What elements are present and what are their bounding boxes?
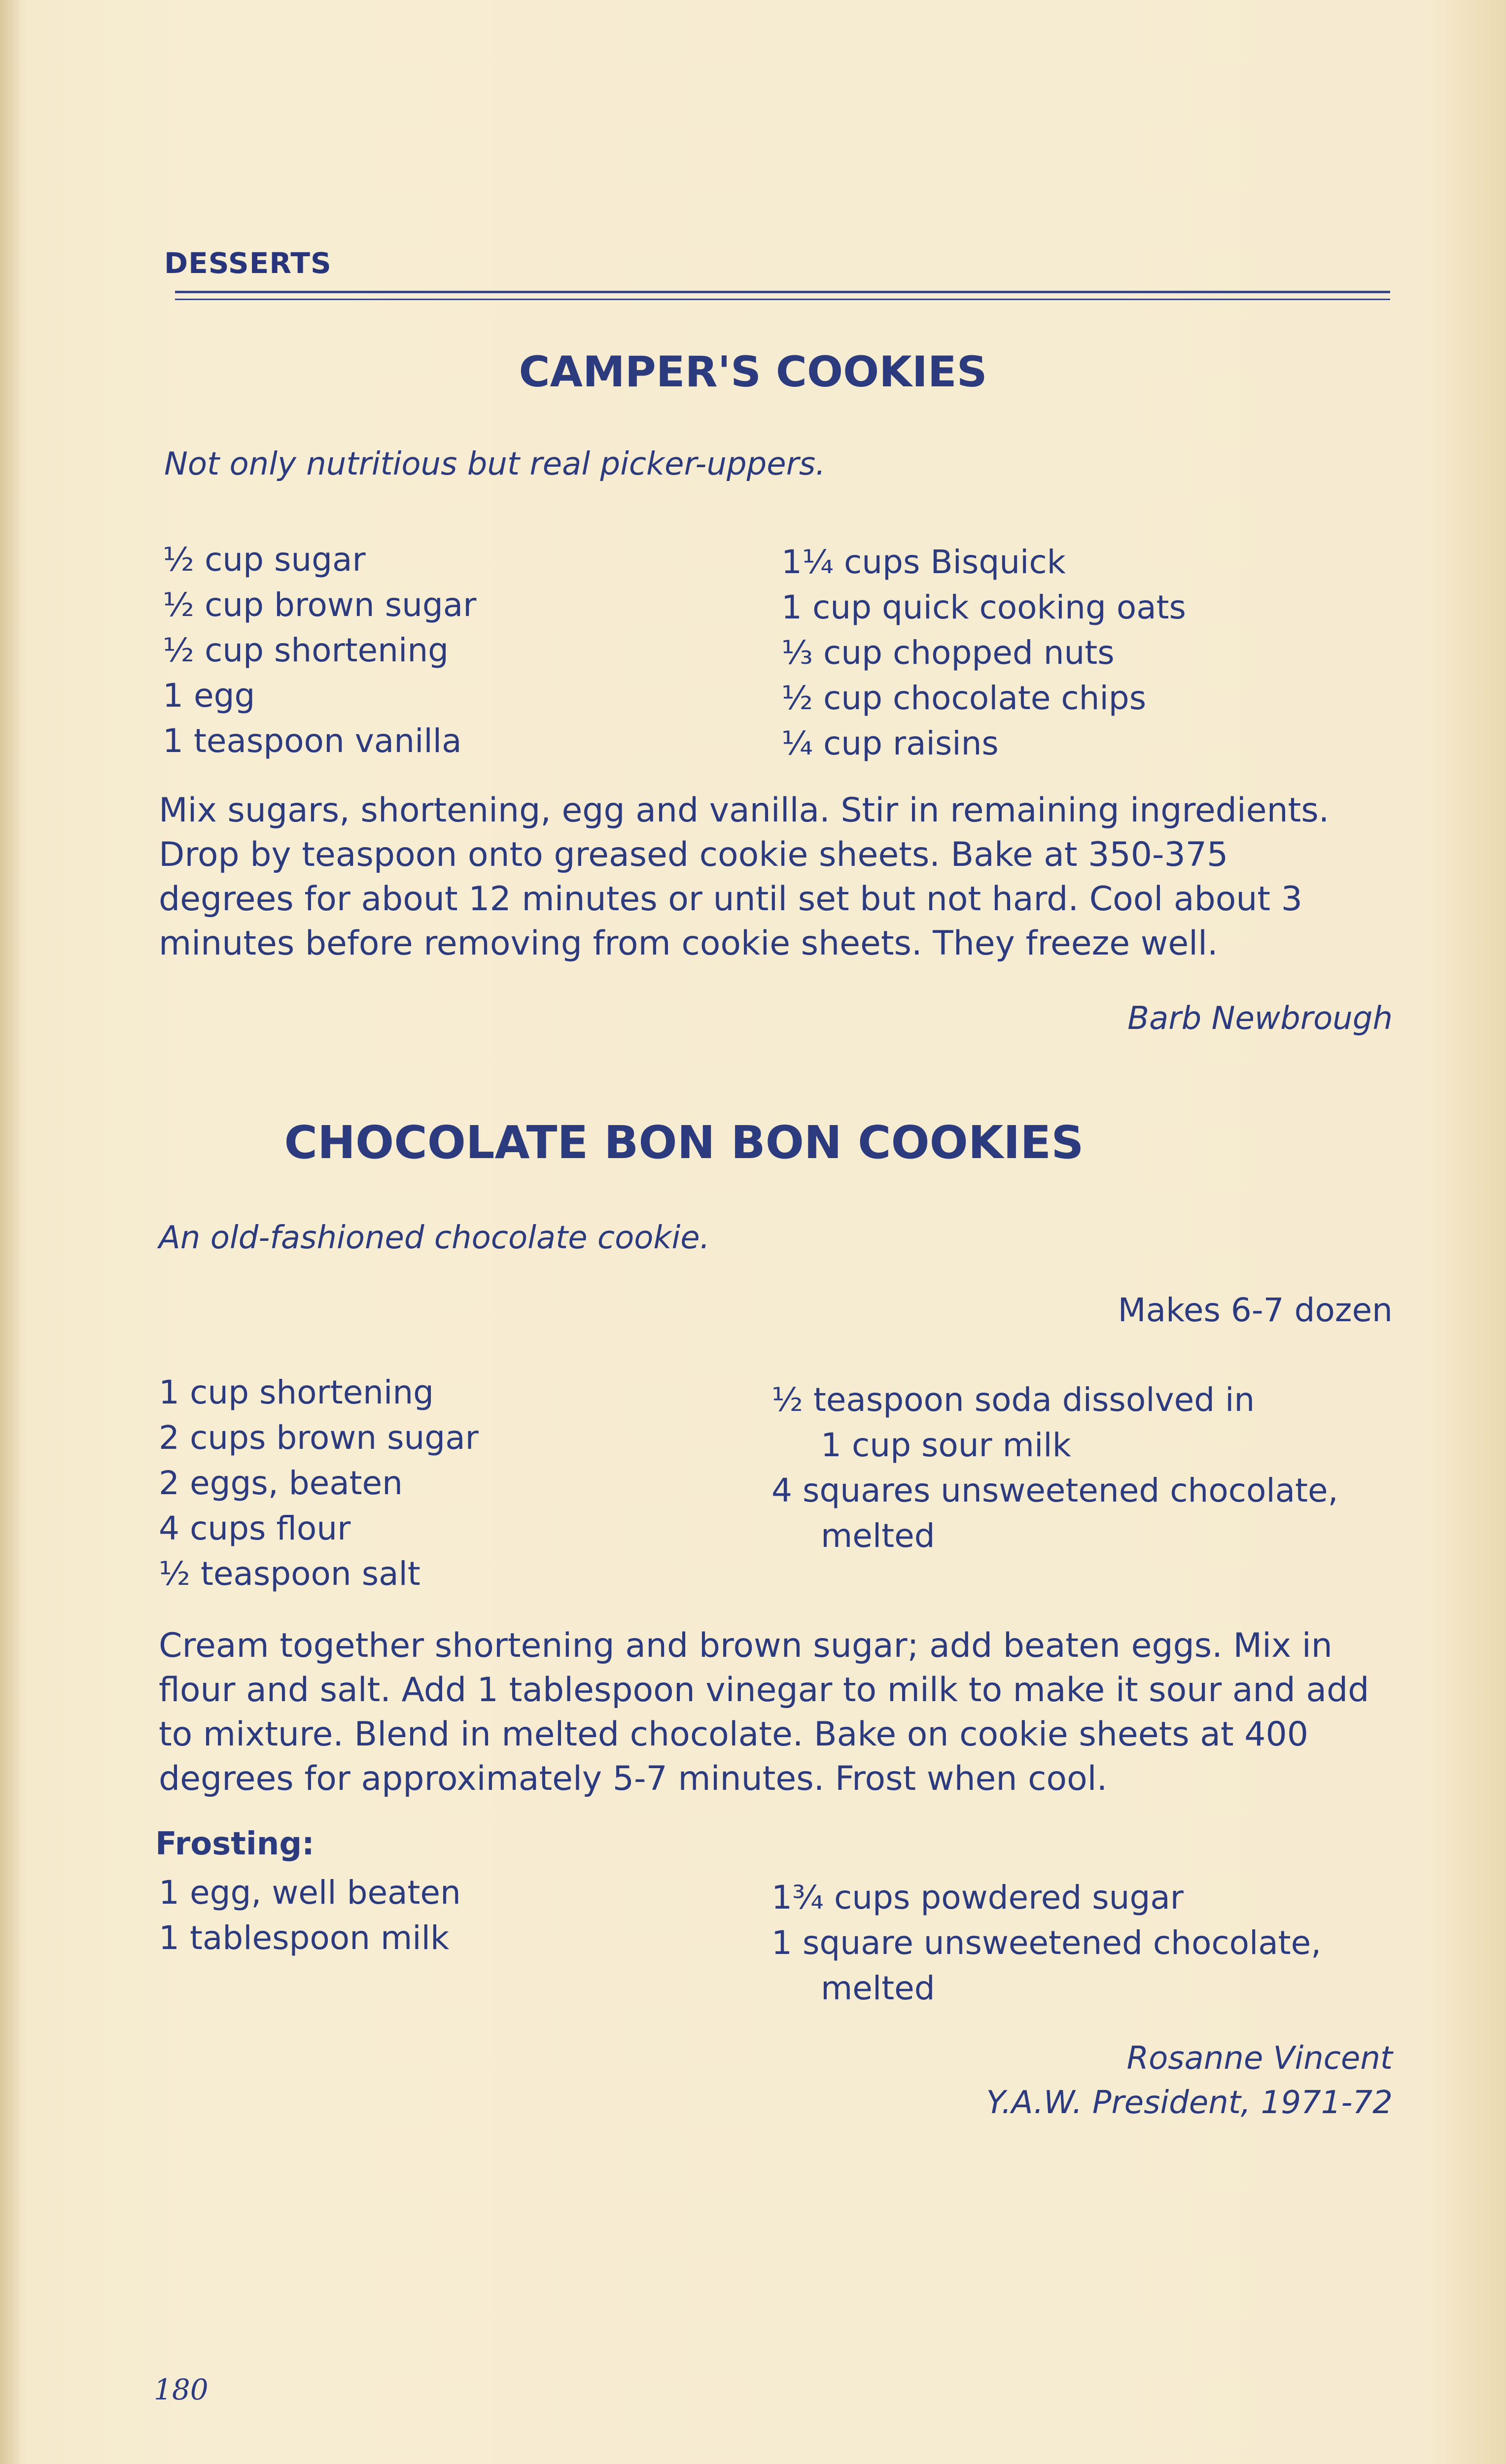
page-number: 180 [154, 2373, 209, 2406]
frosting-heading: Frosting: [155, 1826, 315, 1862]
ingredient-item: 1 egg [163, 677, 255, 715]
recipe2-subtitle: An old-fashioned chocolate cookie. [159, 1220, 710, 1256]
ingredient-item: 1 teaspoon vanilla [163, 722, 462, 760]
directions-line: to mixture. Blend in melted chocolate. Bake on cookie sheets at 400 [159, 1715, 1309, 1754]
directions-line: flour and salt. Add 1 tablespoon vinegar to milk to make it sour and add [159, 1671, 1369, 1710]
recipe1-title: CAMPER'S COOKIES [519, 347, 987, 397]
recipe2-yield: Makes 6-7 dozen [1118, 1291, 1393, 1329]
section-header: DESSERTS [164, 246, 332, 280]
ingredient-item: 1¾ cups powdered sugar [771, 1879, 1184, 1916]
ingredient-item: 1 cup sour milk [821, 1426, 1071, 1464]
recipe2-author: Rosanne Vincent [1126, 2040, 1393, 2077]
recipe2-title: CHOCOLATE BON BON COOKIES [284, 1116, 1084, 1169]
ingredient-item: melted [821, 1969, 935, 2007]
directions-line: degrees for approximately 5-7 minutes. Frost when cool. [159, 1759, 1108, 1798]
recipe2-author-title: Y.A.W. President, 1971-72 [986, 2085, 1393, 2121]
ingredient-item: ⅓ cup chopped nuts [781, 634, 1115, 672]
ingredient-item: 1 square unsweetened chocolate, [771, 1924, 1322, 1962]
ingredient-item: ½ cup shortening [163, 631, 449, 669]
recipe2-ingredients-left [159, 1370, 479, 1597]
directions-line: Mix sugars, shortening, egg and vanilla. Stir in remaining ingredients. [159, 791, 1330, 830]
recipe1-ingredients-left [163, 537, 476, 764]
frosting-ingredients-left [159, 1870, 461, 1961]
ingredient-item: melted [821, 1517, 935, 1555]
ingredient-item: ½ teaspoon soda dissolved in [771, 1381, 1255, 1419]
directions-line: Drop by teaspoon onto greased cookie sheets. Bake at 350-375 [159, 835, 1228, 874]
ingredient-item: ½ cup sugar [163, 541, 366, 579]
recipe2-ingredients-right [771, 1377, 1338, 1559]
recipe1-subtitle: Not only nutritious but real picker-uppers. [164, 446, 826, 482]
recipe1-directions [159, 788, 1396, 966]
ingredient-item: 1 cup quick cooking oats [781, 588, 1186, 626]
ingredient-item: 4 squares unsweetened chocolate, [771, 1472, 1338, 1509]
recipe1-ingredients-right [781, 540, 1186, 766]
recipe2-directions [159, 1624, 1396, 1801]
frosting-ingredients-right [771, 1875, 1321, 2011]
directions-line: minutes before removing from cookie sheets. They freeze well. [159, 924, 1218, 963]
ingredient-item: 2 eggs, beaten [159, 1464, 403, 1502]
ingredient-item: 1 egg, well beaten [159, 1874, 461, 1912]
ingredient-item: ½ cup brown sugar [163, 586, 477, 624]
recipe1-author: Barb Newbrough [1127, 1000, 1393, 1037]
ingredient-item: 1¼ cups Bisquick [781, 543, 1066, 581]
ingredient-item: 1 cup shortening [159, 1373, 434, 1411]
ingredient-item: 2 cups brown sugar [159, 1419, 479, 1457]
directions-line: Cream together shortening and brown sugar; add beaten eggs. Mix in [159, 1626, 1332, 1665]
ingredient-item: ½ teaspoon salt [159, 1555, 420, 1593]
ingredient-item: 4 cups flour [159, 1509, 351, 1547]
directions-line: degrees for about 12 minutes or until set but not hard. Cool about 3 [159, 880, 1302, 919]
ingredient-item: 1 tablespoon milk [159, 1919, 450, 1957]
header-rule-bottom [175, 299, 1390, 300]
ingredient-item: ¼ cup raisins [781, 724, 999, 762]
header-rule-top [175, 291, 1390, 293]
ingredient-item: ½ cup chocolate chips [781, 679, 1147, 717]
